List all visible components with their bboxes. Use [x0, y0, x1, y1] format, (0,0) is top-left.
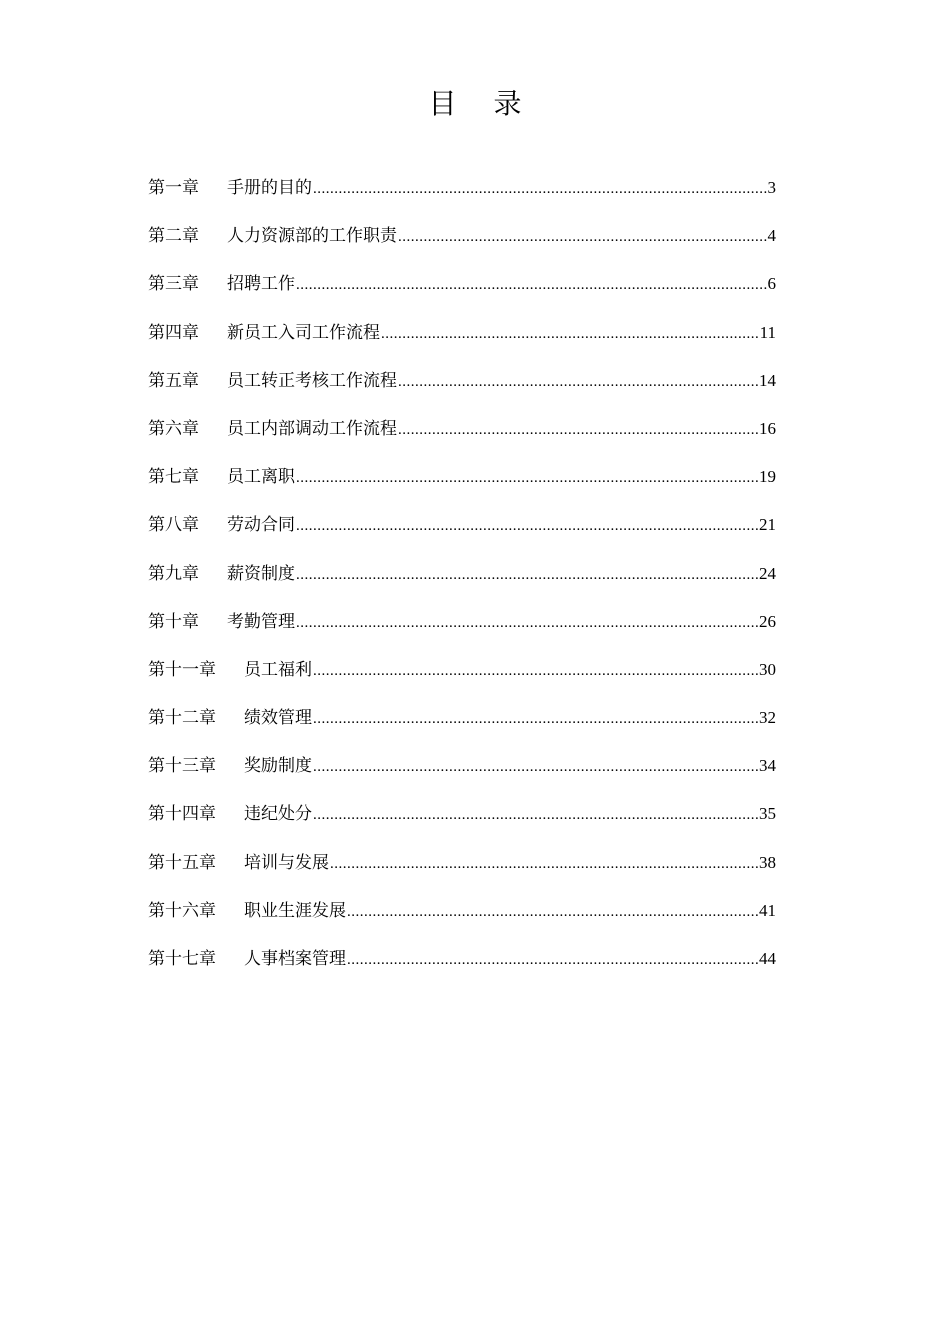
page-title: 目 录	[428, 87, 536, 120]
toc-chapter-number: 第十章	[148, 611, 199, 632]
toc-entry[interactable]	[148, 606, 776, 654]
toc-chapter-number: 第七章	[148, 467, 199, 488]
table-of-contents	[148, 172, 776, 991]
toc-page-number: 26	[759, 611, 776, 631]
toc-chapter-title: 招聘工作	[227, 274, 295, 295]
toc-chapter-number: 第一章	[148, 178, 199, 198]
toc-page-number: 11	[759, 322, 776, 342]
toc-chapter-title: 奖励制度	[244, 756, 312, 777]
toc-chapter-number: 第十二章	[148, 708, 216, 729]
toc-chapter-number: 第三章	[148, 274, 199, 295]
toc-chapter-number: 第十一章	[148, 659, 216, 680]
toc-chapter-title: 人力资源部的工作职责	[227, 226, 397, 247]
toc-dot-leader	[313, 751, 758, 783]
toc-chapter-number: 第二章	[148, 226, 199, 247]
toc-entry[interactable]	[148, 220, 776, 268]
toc-chapter-title: 薪资制度	[227, 563, 295, 584]
toc-page-number: 35	[759, 804, 776, 824]
toc-entry[interactable]	[148, 413, 776, 461]
toc-chapter-number: 第六章	[148, 418, 199, 439]
toc-dot-leader	[398, 221, 767, 253]
toc-entry[interactable]	[148, 509, 776, 557]
toc-entry[interactable]	[148, 847, 776, 895]
toc-chapter-number: 第四章	[148, 322, 199, 343]
toc-chapter-title: 劳动合同	[227, 515, 295, 536]
toc-page-number: 41	[759, 900, 776, 920]
toc-dot-leader	[347, 896, 758, 928]
toc-page-number: 34	[759, 756, 776, 776]
toc-entry[interactable]	[148, 461, 776, 509]
toc-chapter-title: 新员工入司工作流程	[227, 322, 380, 343]
toc-chapter-title: 员工内部调动工作流程	[227, 418, 397, 439]
toc-chapter-number: 第十五章	[148, 852, 216, 873]
toc-page-number: 21	[759, 515, 776, 535]
toc-chapter-number: 第八章	[148, 515, 199, 536]
toc-page-number: 38	[759, 852, 776, 872]
toc-chapter-title: 违纪处分	[244, 804, 312, 825]
toc-chapter-title: 职业生涯发展	[244, 900, 346, 921]
toc-entry[interactable]	[148, 268, 776, 316]
toc-dot-leader	[398, 366, 758, 398]
toc-page-number: 44	[759, 949, 776, 968]
toc-entry[interactable]	[148, 654, 776, 702]
toc-chapter-number: 第十六章	[148, 900, 216, 921]
toc-entry[interactable]	[148, 798, 776, 846]
toc-dot-leader	[296, 607, 758, 639]
toc-entry[interactable]	[148, 943, 776, 991]
toc-dot-leader	[313, 703, 758, 735]
toc-page-number: 30	[759, 659, 776, 679]
toc-chapter-number: 第五章	[148, 370, 199, 391]
toc-page-number: 19	[759, 467, 776, 487]
toc-dot-leader	[296, 462, 758, 494]
toc-entry[interactable]	[148, 317, 776, 365]
toc-page-number: 24	[759, 563, 776, 583]
toc-page-number: 4	[767, 226, 776, 246]
toc-page-number: 32	[759, 708, 776, 728]
toc-chapter-title: 员工转正考核工作流程	[227, 370, 397, 391]
toc-entry[interactable]	[148, 895, 776, 943]
toc-page-number: 6	[767, 274, 776, 294]
toc-chapter-title: 绩效管理	[244, 708, 312, 729]
toc-dot-leader	[296, 269, 767, 301]
toc-dot-leader	[313, 173, 767, 205]
toc-entry[interactable]	[148, 558, 776, 606]
toc-dot-leader	[296, 559, 758, 591]
toc-entry[interactable]	[148, 750, 776, 798]
toc-entry[interactable]	[148, 702, 776, 750]
toc-chapter-number: 第九章	[148, 563, 199, 584]
toc-dot-leader	[296, 510, 758, 542]
toc-page-number: 3	[767, 178, 776, 197]
toc-chapter-number: 第十四章	[148, 804, 216, 825]
toc-entry[interactable]	[148, 365, 776, 413]
toc-chapter-number: 第十三章	[148, 756, 216, 777]
toc-chapter-title: 手册的目的	[227, 178, 312, 198]
toc-dot-leader	[347, 944, 758, 976]
toc-dot-leader	[313, 799, 758, 831]
toc-dot-leader	[381, 318, 759, 350]
toc-chapter-title: 考勤管理	[227, 611, 295, 632]
toc-page-number: 14	[759, 370, 776, 390]
toc-chapter-title: 员工福利	[244, 659, 312, 680]
toc-dot-leader	[330, 848, 758, 880]
toc-chapter-title: 培训与发展	[244, 852, 329, 873]
toc-entry[interactable]	[148, 172, 776, 220]
toc-chapter-number: 第十七章	[148, 949, 216, 969]
toc-dot-leader	[313, 655, 758, 687]
toc-dot-leader	[398, 414, 758, 446]
toc-page-number: 16	[759, 418, 776, 438]
toc-chapter-title: 人事档案管理	[244, 949, 346, 969]
toc-chapter-title: 员工离职	[227, 467, 295, 488]
